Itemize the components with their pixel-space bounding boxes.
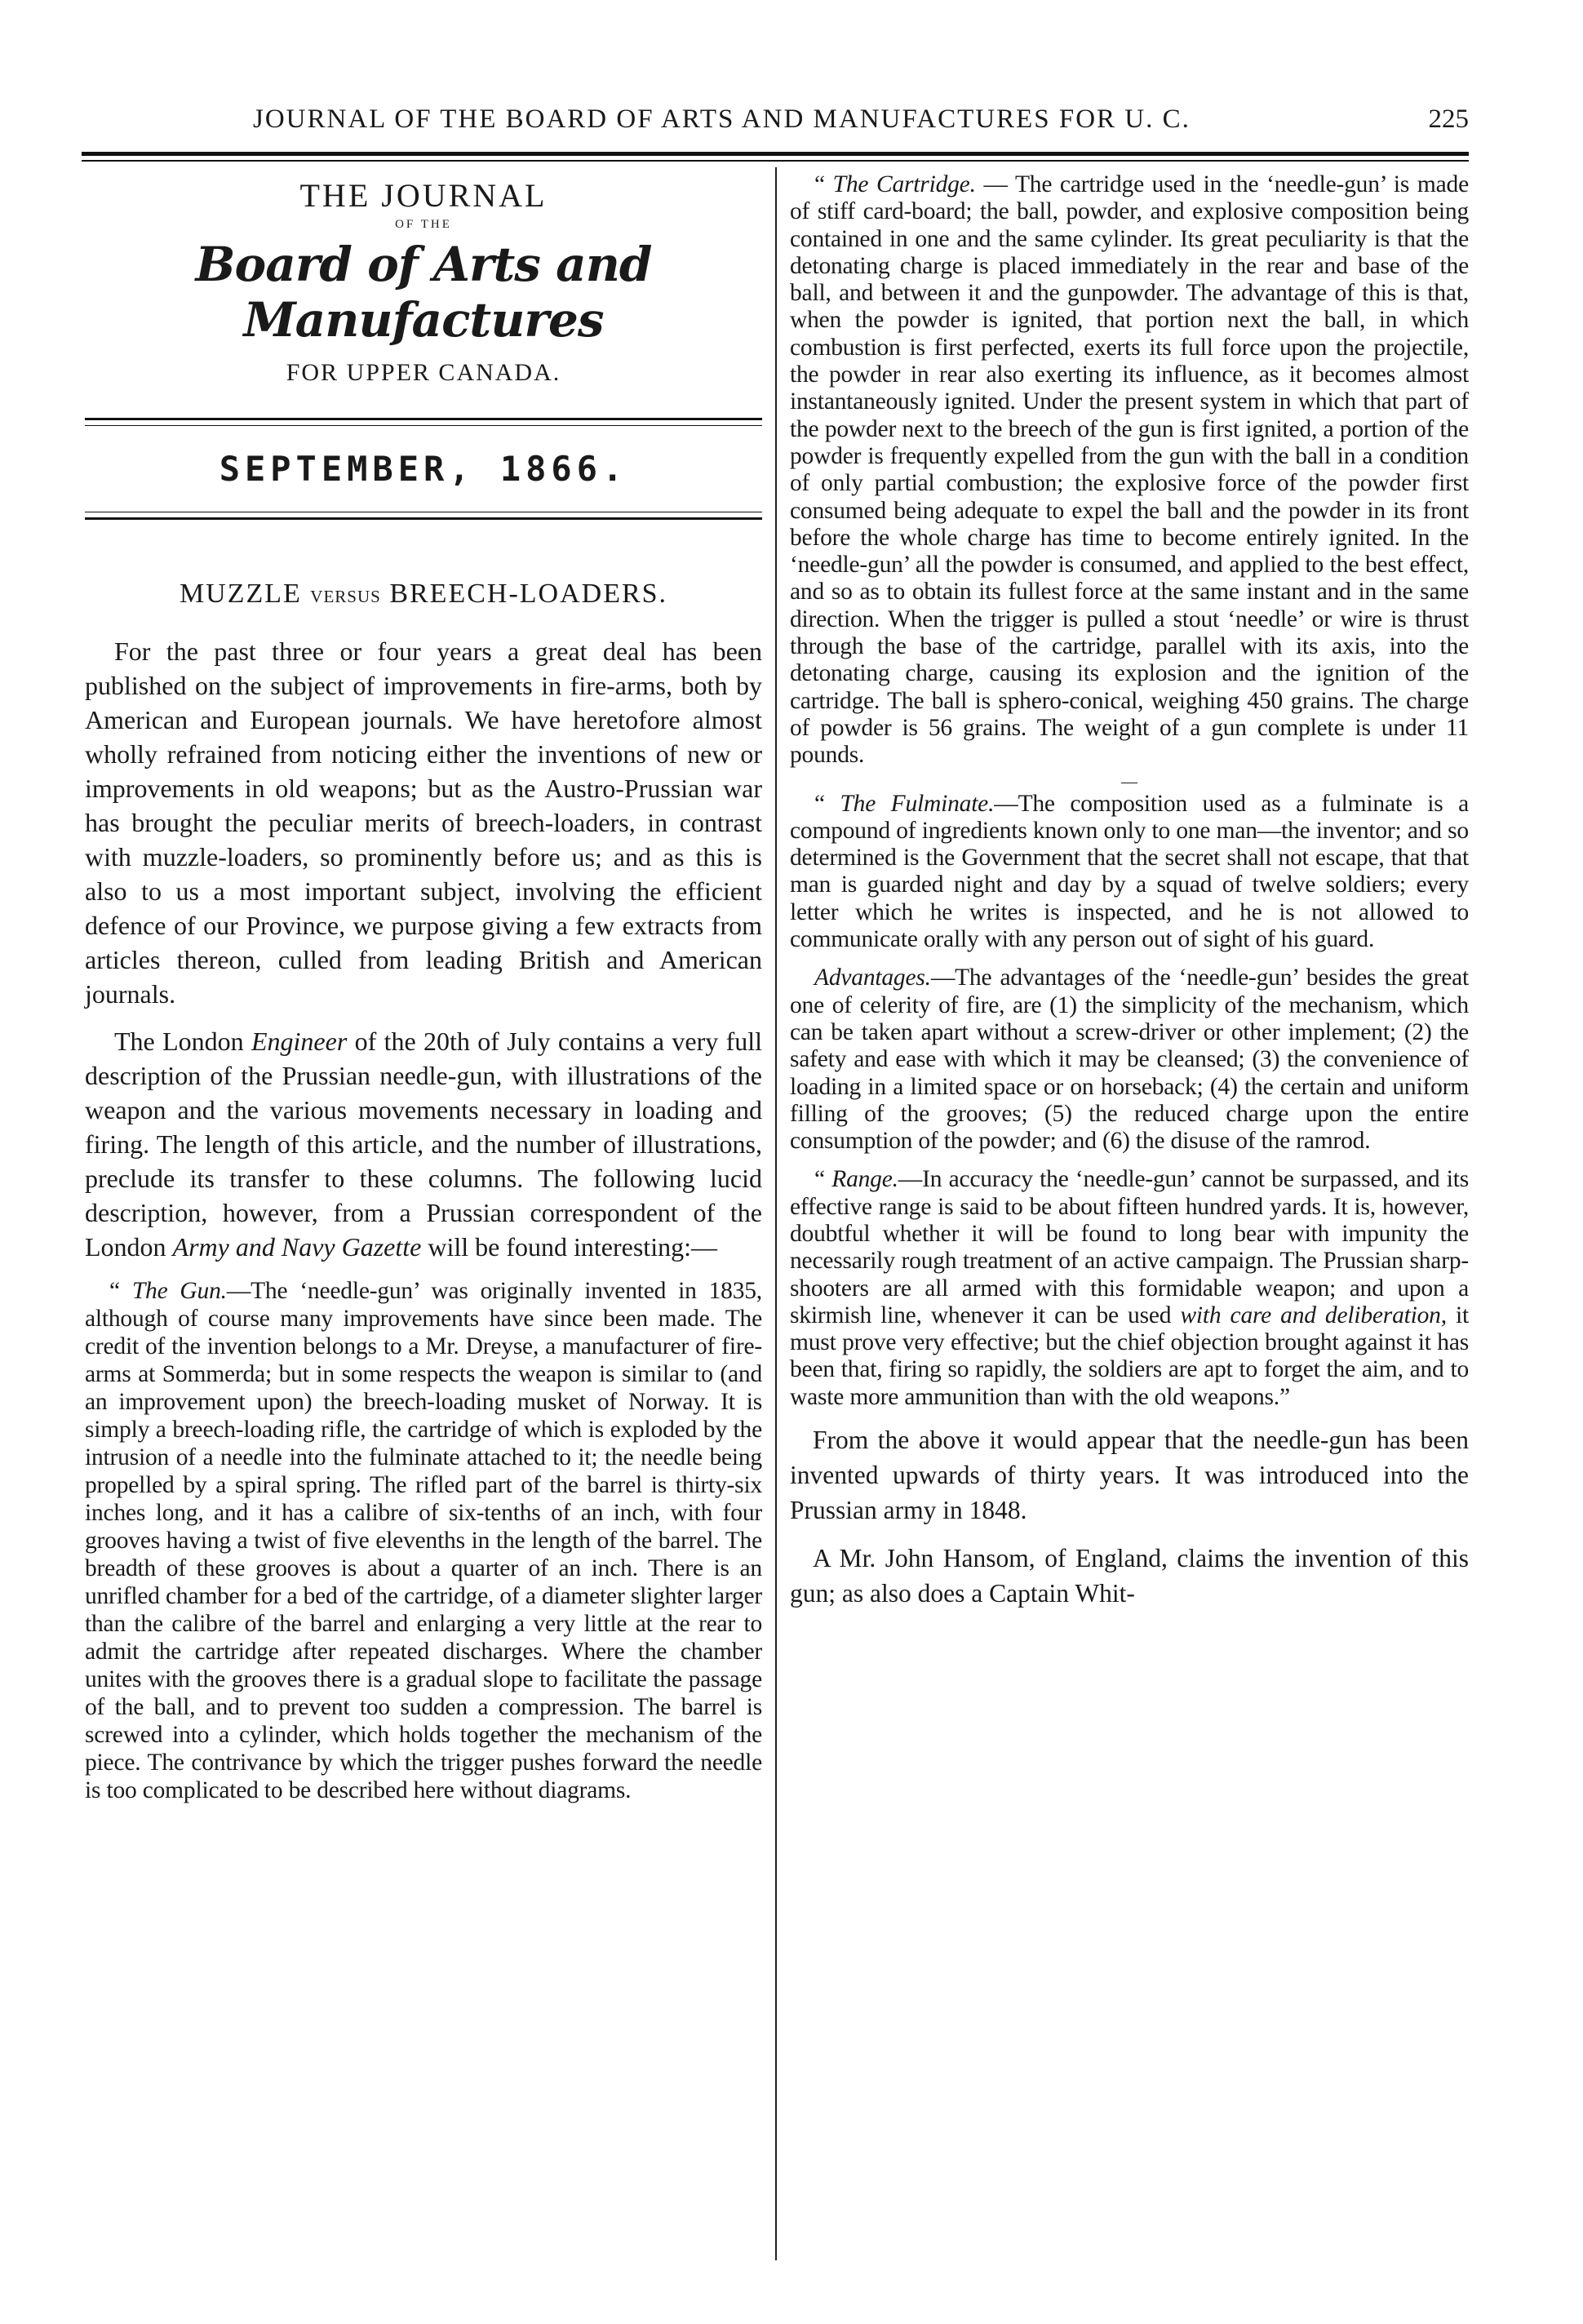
running-head-title: JOURNAL OF THE BOARD OF ARTS AND MANUFACTURES FOR U. C. — [253, 104, 1191, 134]
masthead-rule — [85, 425, 762, 426]
paragraph-advantages — [790, 965, 1469, 1155]
paragraph-the-fulminate: “ The Fulminate.—The composition used as a fulminate is a compound of ingredients known only to one man—the inventor; and so determined is the Government that the secret shall not escape, that that man is guarded night and day by a squad of twelve soldiers; every letter which he writes is inspected, and he is not allowed to communicate orally with any person out of sight of his guard. — [790, 790, 1469, 953]
text-run: —The composition used as a fulminate is a compound of ingredients known only to one man—the inventor; and so determined is the Government that the secret shall not escape, that that man is guarded night and day by a squad of twelve soldiers; every letter which he writes is inspected, and he is not allowed to communicate orally with any person out of sight of his guard. — [790, 790, 1469, 953]
article-title-versus: VERSUS — [310, 587, 381, 606]
header-rule-thick — [82, 152, 1469, 156]
separator-dash: — — [1121, 772, 1137, 791]
page-number: 225 — [1428, 104, 1469, 134]
header-rule-thin — [82, 160, 1469, 162]
left-column — [85, 171, 762, 1816]
paragraph-engineer — [85, 1024, 762, 1264]
section-heading-cartridge: The Cartridge. — [832, 171, 976, 197]
masthead-board-title: Board of Arts and Manufactures — [195, 237, 652, 348]
column-divider — [775, 167, 777, 2260]
issue-date: SEPTEMBER, 1866. — [219, 449, 628, 489]
text-run: —The advantages of the ‘needle-gun’ besides the great one of celerity of fire, are (1) the simplicity of the mechanism, which can be taken apart without a screw-driver or other implement; (2) the safety and ease with which it may be cleansed; (3) the convenience of loading in a limited space or on horseback; (4) the certain and uniform filling of the grooves; (5) the reduced charge upon the entire consumption of the powder; and (6) the disuse of the ramrod. — [790, 965, 1469, 1155]
masthead — [85, 176, 762, 520]
text-run: — The cartridge used in the ‘needle-gun’ is made of stiff card-board; the ball, powder, and explosive composition being contained in one and the same cylinder. Its great peculiarity is that the detonating charge is placed immediately in the rear and base of the ball, and between it and the gunpowder. The advantage of this is that, when the powder is ignited, that portion next the ball, in which combustion is first perfected, exerts its full force upon the projectile, the powder in rear also exerting its influence, as it becomes almost instantaneously ignited. Under the present system in which that part of the powder next to the breech of the gun is first ignited, a portion of the powder is frequently expelled from the gun with the ball in a condition of only partial combustion; the explosive force of the powder first consumed being adequate to expel the ball and the powder in its front before the whole charge has time to become entirely ignited. In the ‘needle-gun’ all the powder is consumed, and applied to the best effect, and so as to obtain its fullest force at the same instant and in the same direction. When the trigger is pulled a stout ‘needle’ or wire is thrust through the base of the cartridge, parallel with its axis, into the detonating charge, causing its explosion and the ignition of the cartridge. The ball is sphero-conical, weighing 450 grains. The charge of powder is 56 grains. The weight of a gun complete is under 11 pounds. — [790, 171, 1469, 769]
article-title — [85, 579, 762, 610]
masthead-journal: THE JOURNAL — [299, 177, 548, 214]
paragraph-range: “ Range.—In accuracy the ‘needle-gun’ cannot be surpassed, and its effective range is said to be about fifteen hundred yards. It is, however, doubtful whether it will be found to long bear with impunity the necessarily rough treatment of an active campaign. The Prussian sharp-shooters are all armed with this formidable weapon; and upon a skirmish line, whenever it can be used with care and deliberation, it must prove very effective; but the chief objection brought against it has been that, firing so rapidly, the soldiers are apt to forget the aim, and to waste more ammunition than with the old weapons.” — [790, 1166, 1469, 1410]
paragraph-conclusion: From the above it would appear that the needle-gun has been invented upwards of thirty years. It was introduced into the Prussian army in 1848. — [790, 1426, 1469, 1525]
section-heading-range: Range. — [831, 1166, 898, 1193]
section-heading-gun: The Gun. — [131, 1278, 227, 1304]
section-heading-fulminate: The Fulminate. — [840, 790, 995, 817]
paragraph-the-cartridge: “ The Cartridge. — The cartridge used in the ‘needle-gun’ is made of stiff card-board; the ball, powder, and explosive composition being contained in one and the same cylinder. Its great peculiarity is that the detonating charge is placed immediately in the rear and base of the ball, and between it and the gunpowder. The advantage of this is that, when the powder is ignited, that portion next the ball, in which combustion is first perfected, exerts its full force upon the projectile, the powder in rear also exerting its influence, as it becomes almost instantaneously ignited. Under the present system in which that part of the powder next to the breech of the gun is first ignited, a portion of the powder is frequently expelled from the gun with the ball in a condition of only partial combustion; the explosive force of the powder first consumed being adequate to expel the ball and the powder in its front before the whole charge has time to become entirely ignited. In the ‘needle-gun’ all the powder is consumed, and applied to the best effect, and so as to obtain its fullest force at the same instant and in the same direction. When the trigger is pulled a stout ‘needle’ or wire is thrust through the base of the cartridge, parallel with its axis, into the detonating charge, causing its explosion and the ignition of the cartridge. The ball is sphero-conical, weighing 450 grains. The charge of powder is 56 grains. The weight of a gun complete is under 11 pounds. — [790, 171, 1469, 769]
paragraph-intro: For the past three or four years a great deal has been published on the subject of improvements in fire-arms, both by American and European journals. We have heretofore almost wholly refrained from noticing either the inventions of new or improvements in old weapons; but as the Austro-Prussian war has brought the peculiar merits of breech-loaders, in contrast with muzzle-loaders, so prominently before us; and as this is also to us a most important subject, involving the efficient defence of our Province, we purpose giving a few extracts from articles thereon, culled from leading British and American journals. — [85, 636, 762, 1009]
article-title-part: BREECH-LOADERS. — [380, 579, 668, 609]
text-run-italic: Army and Navy Gazette — [172, 1232, 422, 1262]
text-run-italic: Engineer — [251, 1027, 348, 1056]
masthead-of-the: OF THE — [395, 218, 452, 231]
text-run: —In accuracy the ‘needle-gun’ cannot be surpassed, and its effective range is said to be about fifteen hundred yards. It is, however, doubtful whether it will be found to long bear with impunity the necessarily rough treatment of an active campaign. The Prussian sharp-shooters are all armed with this formidable weapon; and upon a skirmish line, whenever it can be used — [790, 1166, 1469, 1328]
running-head — [82, 104, 1469, 149]
text-run: it must prove very effective; but the chief objection brought against it has been that, firing so rapidly, the soldiers are apt to forget the aim, and to waste more ammunition than with the old weapons.” — [790, 1302, 1469, 1410]
text-run-italic: with care and deliberation, — [1180, 1302, 1447, 1328]
masthead-rule — [85, 418, 762, 420]
text-run: —The ‘needle-gun’ was originally invented in 1835, although of course many improvements have since been made. The credit of the invention belongs to a Mr. Dreyse, a manufacturer of fire-arms at Sommerda; but in some respects the weapon is similar to (and an improvement upon) the breech-loading musket of Norway. It is simply a breech-loading rifle, the cartridge of which is exploded by the intrusion of a needle into the fulminate attached to it; the needle being propelled by a spiral spring. The rifled part of the barrel is thirty-six inches long, and it has a calibre of six-tenths of an inch, with four grooves having a twist of five elevenths in the length of the barrel. The breadth of these grooves is about a quarter of an inch. There is an unrifled chamber for a bed of the cartridge, of a diameter slighter larger than the calibre of the barrel and enlarging a very little at the rear to admit the cartridge after repeated discharges. Where the chamber unites with the grooves there is a gradual slope to facilitate the passage of the ball, and to prevent too sudden a compression. The barrel is screwed into a cylinder, which holds together the mechanism of the piece. The contrivance by which the trigger pushes forward the needle is too complicated to be described here without diagrams. — [85, 1278, 762, 1803]
text-run: of the 20th of July contains a very full description of the Prussian needle-gun, with illustrations of the weapon and the various movements necessary in loading and firing. The length of this article, and the number of illustrations, preclude its transfer to these columns. The following lucid description, however, from a Prussian correspondent of the London — [85, 1027, 763, 1262]
masthead-for-upper-canada: FOR UPPER CANADA. — [286, 359, 561, 386]
paragraph-the-gun: “ The Gun.—The ‘needle-gun’ was originally invented in 1835, although of course many improvements have since been made. The credit of the invention belongs to a Mr. Dreyse, a manufacturer of fire-arms at Sommerda; but in some respects the weapon is similar to (and an improvement upon) the breech-loading musket of Norway. It is simply a breech-loading rifle, the cartridge of which is exploded by the intrusion of a needle into the fulminate attached to it; the needle being propelled by a spiral spring. The rifled part of the barrel is thirty-six inches long, and it has a calibre of six-tenths of an inch, with four grooves having a twist of five elevenths in the length of the barrel. The breadth of these grooves is about a quarter of an inch. There is an unrifled chamber for a bed of the cartridge, of a diameter slighter larger than the calibre of the barrel and enlarging a very little at the rear to admit the cartridge after repeated discharges. Where the chamber unites with the grooves there is a gradual slope to facilitate the passage of the ball, and to prevent too sudden a compression. The barrel is screwed into a cylinder, which holds together the mechanism of the piece. The contrivance by which the trigger pushes forward the needle is too complicated to be described here without diagrams. — [85, 1278, 762, 1803]
article-title-part: MUZZLE — [179, 579, 311, 609]
masthead-rule — [85, 517, 762, 520]
paragraph-hansom: A Mr. John Hansom, of England, claims the invention of this gun; as also does a Captain Whit- — [790, 1544, 1469, 1608]
text-run: will be found interesting:— — [421, 1232, 717, 1262]
section-heading-advantages: Advantages. — [814, 965, 931, 991]
right-column — [790, 171, 1469, 1624]
text-run: The London — [114, 1027, 251, 1056]
